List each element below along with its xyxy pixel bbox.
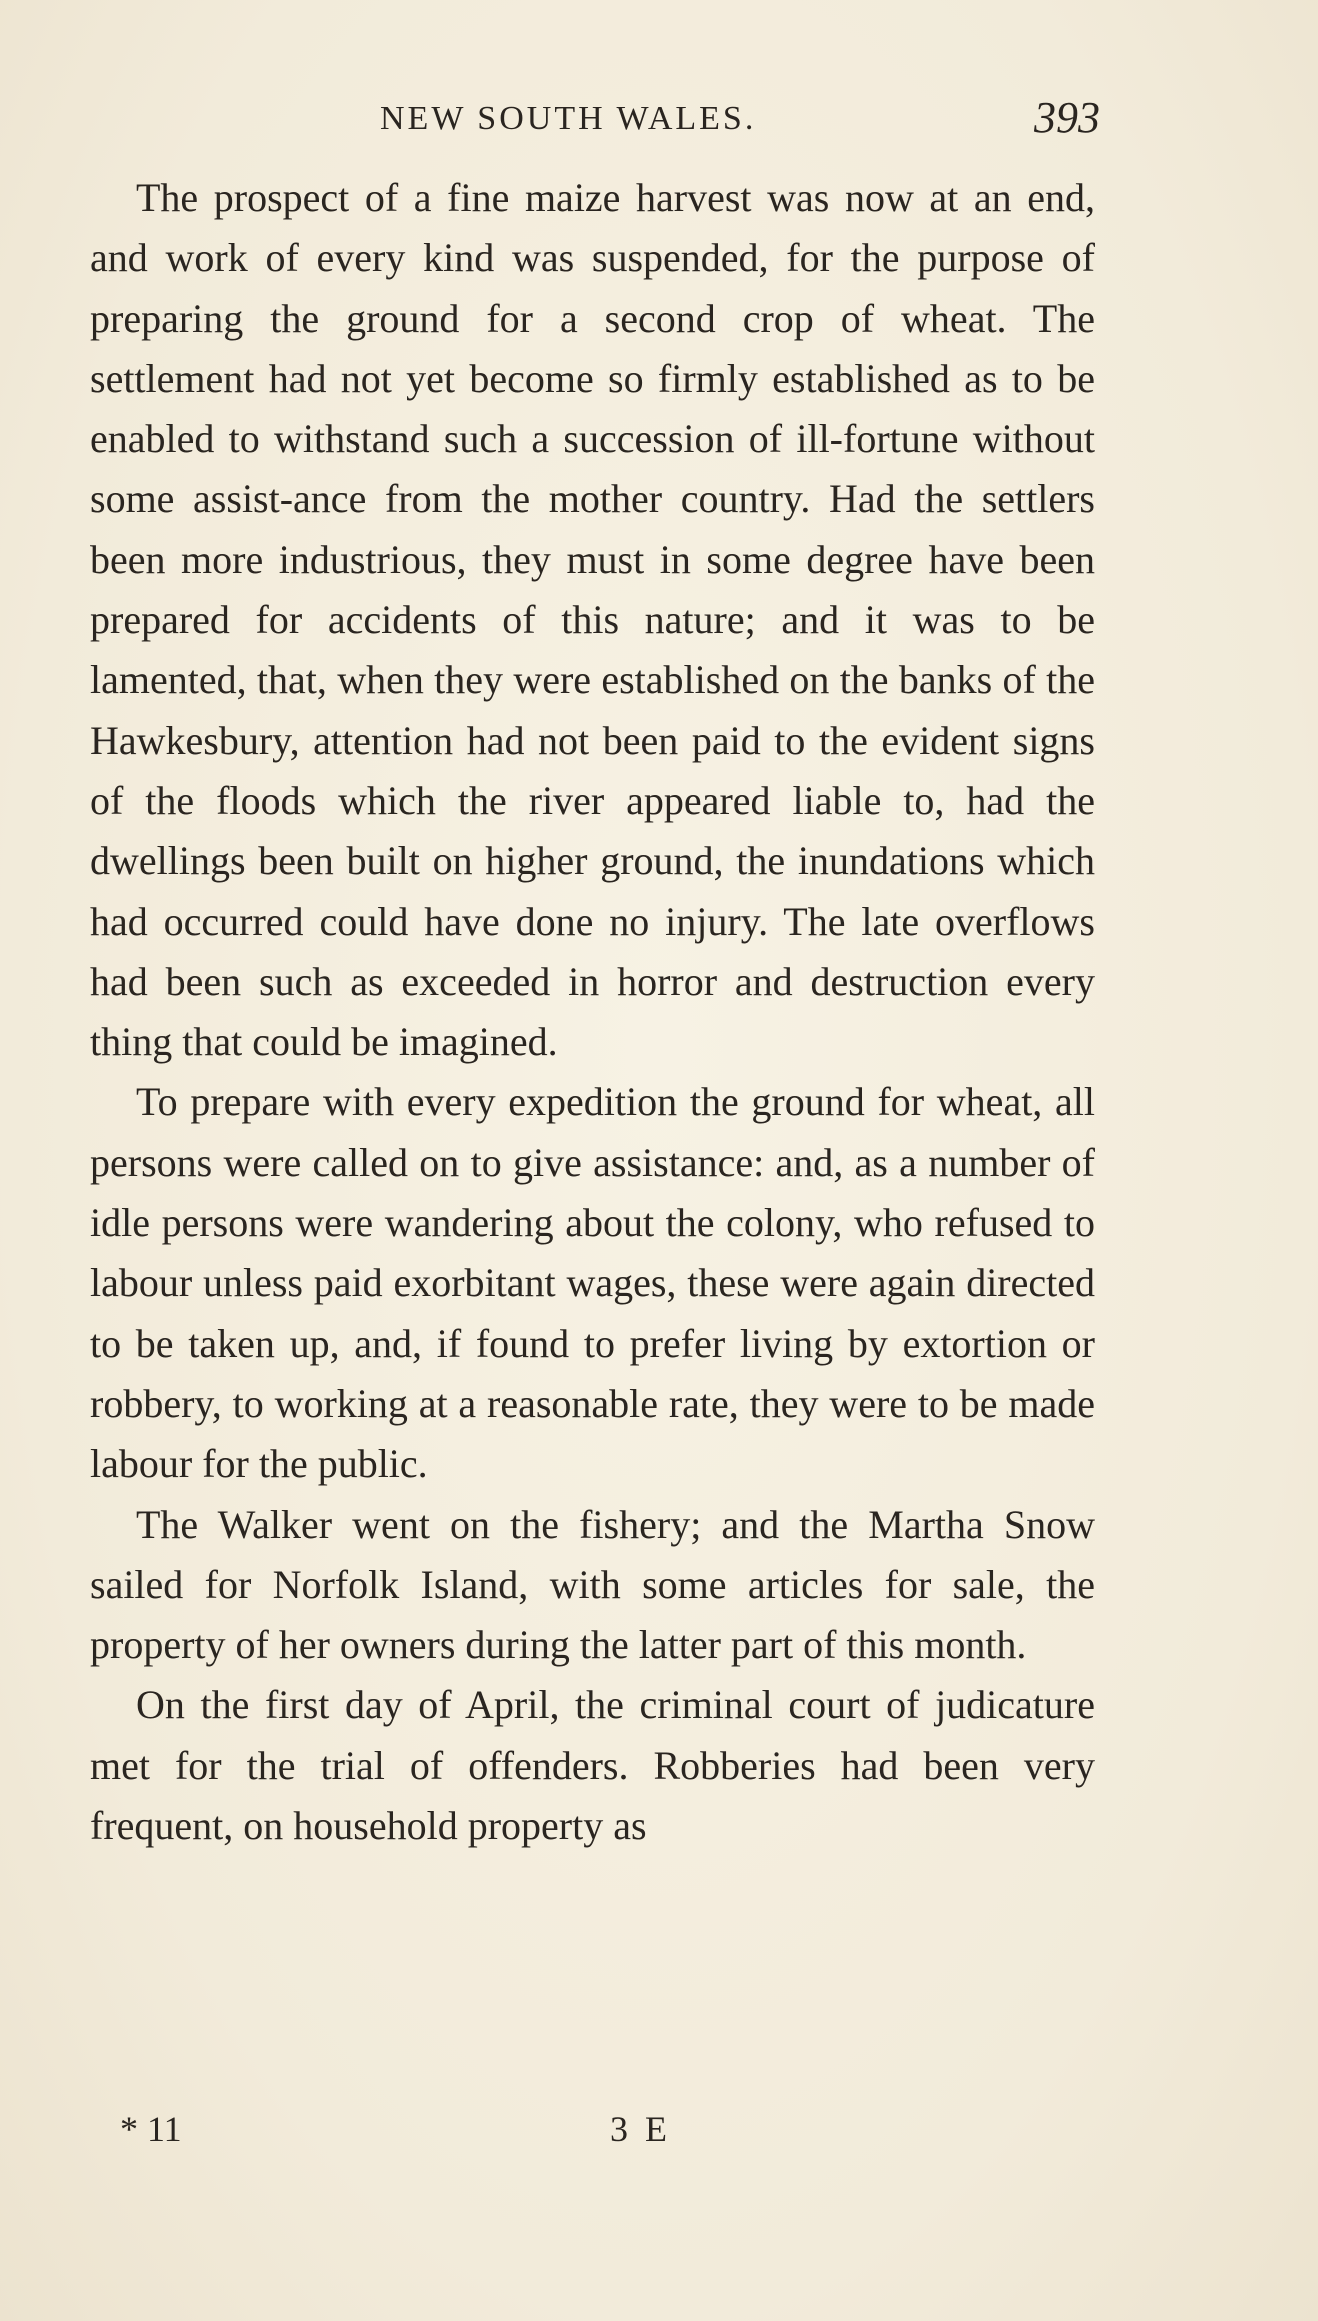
running-head: NEW SOUTH WALES. [380, 100, 757, 137]
page-number: 393 [1034, 93, 1100, 142]
signature-mark: * 11 [120, 2109, 182, 2149]
page-footer [120, 2108, 820, 2158]
sheet-mark: 3 E [610, 2109, 671, 2149]
paragraph-4: On the first day of April, the criminal court of judicature met for the trial of offenders. Robberies had been very frequent, on household property as [90, 1682, 1095, 1849]
page-header [90, 92, 1100, 152]
paragraph-2: To prepare with every expedition the ground for wheat, all persons were called on to give assistance: and, as a number of idle persons were wandering about the colony, who refused to labour unless paid exorbitant wages, these were again directed to be taken up, and, if found to prefer living by extortion or robbery, to working at a reasonable rate, they were to be made labour for the public. [90, 1079, 1095, 1487]
paragraph-3: The Walker went on the fishery; and the Martha Snow sailed for Norfolk Island, with some articles for sale, the property of her owners during the latter part of this month. [90, 1501, 1095, 1668]
body-text [90, 168, 1095, 1856]
paragraph-1: The prospect of a fine maize harvest was now at an end, and work of every kind was suspended, for the purpose of preparing the ground for a second crop of wheat. The settlement had not yet become so firmly established as to be enabled to withstand such a succession of ill-fortune without some assist-ance from the mother country. Had the settlers been more industrious, they must in some degree have been prepared for accidents of this nature; and it was to be lamented, that, when they were established on the banks of the Hawkesbury, attention had not been paid to the evident signs of the floods which the river appeared liable to, had the dwellings been built on higher ground, the inundations which had occurred could have done no injury. The late overflows had been such as exceeded in horror and destruction every thing that could be imagined. [90, 175, 1095, 1065]
